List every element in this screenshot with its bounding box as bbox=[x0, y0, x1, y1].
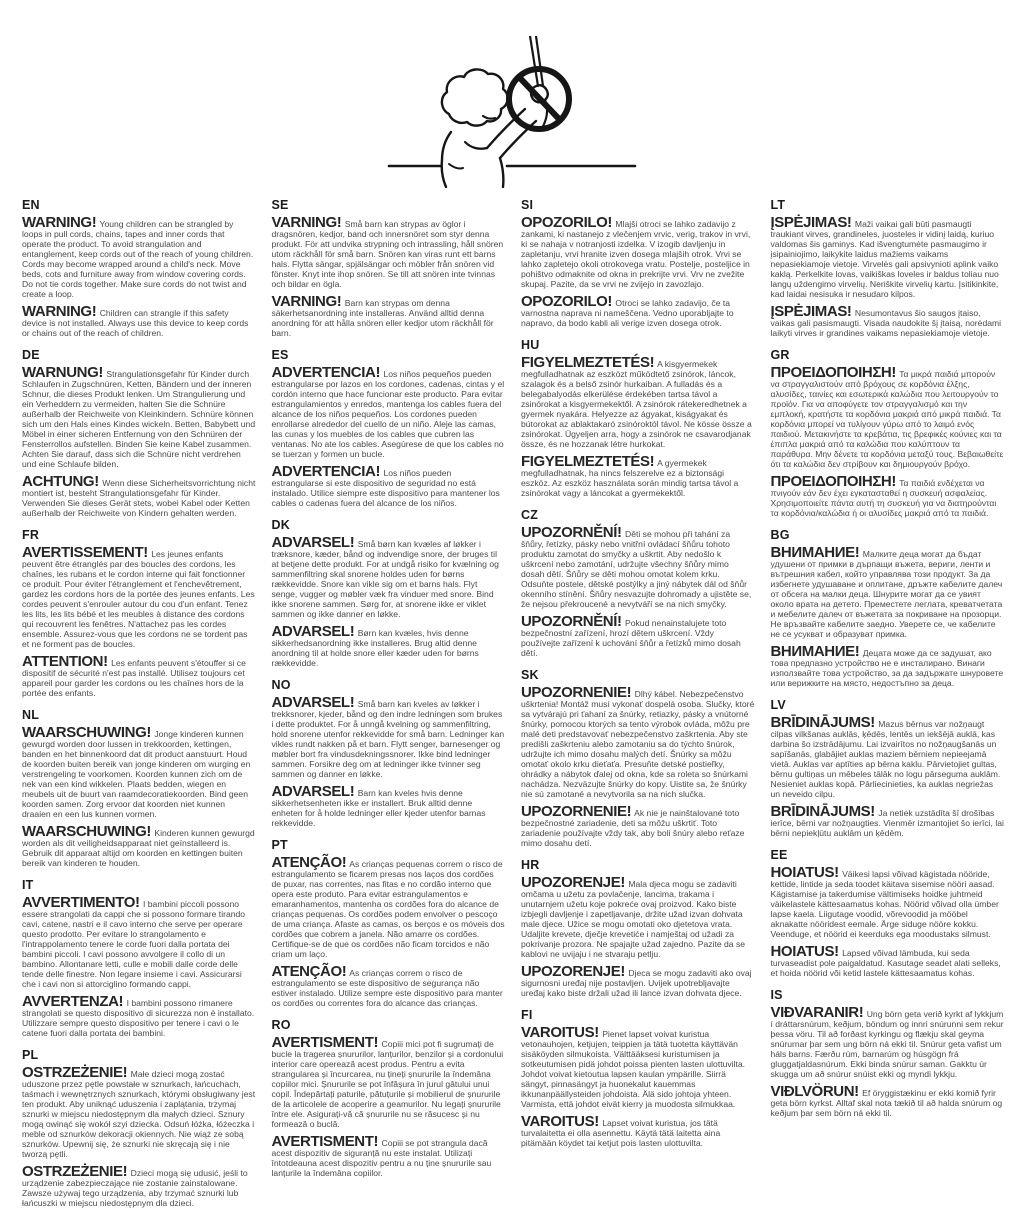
warning-body-text: Τα μικρά παιδιά μπορούν να στραγγαλιστούν από βρόχους σε κορδόνια έλξης, αλυσίδες, ταινίες και εσωτερικά καλώδια που λειτουργούν το προϊόν. Για να αποφύγετε τον στραγγαλισμό και την εμπλοκή, κρατήστε τα κορδόνια μακριά από μικρά παιδιά. Τα κορδόνια μπορεί να τυλίγουν γύρω από το λαιμό ενός παιδιού. Μετακινήστε τα κρεβάτια, τις βρεφικές κούνιες και τα έπιπλα μακριά από τα καλώδια που καλύπτουν τα παράθυρα. Μην δένετε τα κορδόνια μεταξύ τους. Βεβαιωθείτε ότι τα καλώδια δεν στρίβουν και δημιουργούν βρόχο. bbox=[770, 369, 1004, 469]
warning-body-text: Los niños pueden estrangularse si este dispositivo de seguridad no está instalado. Utilice siempre este dispositivo para mantener los cables o cadenas fuera del alcance de los niños. bbox=[271, 468, 500, 508]
warning-body-text: Děti se mohou při tahání za šňůry, řetízky, pásky nebo vnitřní ovládací šňůru tohoto produktu zamotat do smyčky a uškrtit. Aby nedošlo k uškrcení nebo zamotání, udržujte všechny šňůry mimo dosah dětí. Šňůry se děti mohou omotat kolem krku. Odsuňte postele, dětské postýlky a jiný nábytek dál od šňůr okenního stínění. Šňůry nesvazujte dohromady a ujistěte se, že nejsou překroucené a nevytváří se na nich smyčky. bbox=[521, 529, 752, 609]
lang-code-label: HU bbox=[521, 338, 540, 352]
warning-body-text: Les jeunes enfants peuvent être étranglés par des boucles des cordons, les chaînes, les rubans et le cordon interne qui fait fonctionner ce produit. Pour éviter l'étranglement et l'enchevêtrement, gardez les cordons hors de la portée des jeunes enfants. Les cordes peuvent s'enrouler autour du cou d'un enfant. Tenez les lits, les lits bébé et les meubles à distance des cordons qui recouvrent les fenêtres. N'attachez pas les cordes ensemble. Assurez-vous que les cordons ne se tordent pas et ne forment pas de boucles. bbox=[22, 549, 255, 649]
warning-body-text: Barn kan strypas om denna säkerhetsanordning inte installeras. Använd alltid denna anordning för att hålla snören eller kedjor utom räckhåll för barn. bbox=[271, 298, 494, 338]
warning-paragraph bbox=[22, 216, 256, 299]
warning-body-text: Barn kan kveles hvis denne sikkerhetsenheten ikke er installert. Bruk alltid denne enheten for å holde ledninger eller kjeder utenfor barnas rekkevidde. bbox=[271, 788, 486, 828]
warning-headword: UPOZORENJE! bbox=[521, 874, 625, 891]
warning-body-text: I bambini possono rimanere strangolati se questo dispositivo di sicurezza non è installato. Utilizzare sempre questo dispositivo per tenere i cavi o le catene fuori dalla portata dei bambini. bbox=[22, 998, 255, 1038]
warning-headword: ATENÇÃO! bbox=[271, 963, 347, 980]
warning-headword: ATTENTION! bbox=[22, 653, 108, 670]
warning-paragraph bbox=[521, 295, 755, 328]
warning-headword: UPOZORNENIE! bbox=[521, 684, 632, 701]
lang-section-se bbox=[272, 198, 506, 338]
warning-paragraph bbox=[22, 1165, 256, 1208]
lang-section-gr bbox=[771, 348, 1005, 518]
warning-headword: OSTRZEŻENIE! bbox=[22, 1064, 128, 1081]
warning-paragraph bbox=[22, 726, 256, 819]
lang-section-ro bbox=[272, 1018, 506, 1178]
lang-code-label: BG bbox=[770, 528, 790, 542]
warning-headword: AVERTISMENT! bbox=[271, 1133, 379, 1150]
warning-paragraph bbox=[22, 896, 256, 989]
warning-body-text: Djeca se mogu zadaviti ako ovaj sigurnosni uređaj nije postavljen. Uvijek upotrebljavajte uređaj kako biste držali užad ili lance izvan dohvata djece. bbox=[521, 968, 752, 998]
warning-headword: ВНИМАНИЕ! bbox=[770, 643, 860, 660]
warning-headword: OPOZORILO! bbox=[521, 214, 612, 231]
warning-body-text: Децата може да се задушат, ако това предпазно устройство не е инсталирано. Винаги използвайте това устройство, за да задържате шнуровете или верижките на място, недостъпно за деца. bbox=[770, 648, 1004, 688]
warning-paragraph bbox=[272, 295, 506, 338]
warning-headword: ADVARSEL! bbox=[271, 783, 355, 800]
warning-paragraph bbox=[771, 1006, 1005, 1079]
warning-body-text: Wenn diese Sicherheitsvorrichtung nicht montiert ist, besteht Strangulationsgefahr für Kinder. Verwenden Sie dieses Gerät stets, wobei Kabel oder Ketten außerhalb der Reichweite von Kindern gehalten werden. bbox=[22, 478, 256, 518]
lang-section-pt bbox=[272, 838, 506, 1008]
warning-paragraph bbox=[22, 475, 256, 518]
lang-code-label: HR bbox=[521, 858, 540, 872]
lang-code-label: FR bbox=[22, 528, 40, 542]
warning-body-text: Dzieci mogą się udusić, jeśli to urządzenie zabezpieczające nie zostanie zainstalowane. Zawsze używaj tego urządzenia, aby trzymać sznurki lub łańcuszki w miejscu niedostępnym dla dzieci. bbox=[22, 1168, 248, 1208]
warning-body-text: Mazus bērnus var nožņaugt cilpas vilkšanas auklās, ķēdēs, lentēs un iekšējā auklā, kas darbina šo izstrādājumu. Lai izvairītos no nožņaugšanās un sapīšanās, glabājiet auklas maziem bērniem nepieejamā vietā. Auklas var aptīties ap bērna kaklu. Pārvietojiet gultas, bērnu gultiņas un mēbeles tālāk no logu pārseguma auklām. Nesieniet auklas kopā. Pārliecinieties, ka auklas negriežas un neveido cilpu. bbox=[770, 719, 1001, 799]
warning-body-text: Små børn kan kvæles af løkker i træksnore, kæder, bånd og indvendige snore, der bruges til at betjene dette produkt. For at undgå risiko for kvælning og sammenfiltring skal snorene holdes uden for børns rækkevidde. Snore kan vikle sig om et barns hals. Flyt senge, vugger og møbler væk fra vinduer med snore. Bind ikke snorene sammen. Sørg for, at snorene ikke er viklet sammen og ikke danner en løkke. bbox=[271, 539, 499, 619]
lang-section-hu bbox=[521, 338, 755, 498]
warning-headword: BRĪDINĀJUMS! bbox=[770, 803, 875, 820]
lang-code-label: LT bbox=[770, 198, 786, 212]
warning-body-text: Otroci se lahko zadavijo, če ta varnostna naprava ni nameščena. Vedno uporabljajte to napravo, da bodo kabli ali verige izven dosega otrok. bbox=[521, 298, 734, 328]
warning-paragraph bbox=[272, 536, 506, 619]
warning-body-text: Young children can be strangled by loops in pull cords, chains, tapes and inner cords that operate the product. To avoid strangulation and entanglement, keep cords out of the reach of young children. Cords may become wrapped around a child's neck. Move beds, cots and furniture away from window covering cords. Do not tie cords together. Make sure cords do not twist and create a loop. bbox=[22, 219, 254, 299]
warning-headword: ĮSPĖJIMAS! bbox=[770, 214, 852, 231]
warning-body-text: Les enfants peuvent s'étouffer si ce dispositif de sécurité n'est pas installé. Utilisez toujours cet appareil pour garder les cordons ou les chaînes hors de la portée des enfants. bbox=[22, 658, 246, 698]
lang-section-is bbox=[771, 988, 1005, 1118]
warning-headword: VAROITUS! bbox=[521, 1024, 599, 1041]
warning-headword: HOIATUS! bbox=[770, 864, 839, 881]
warning-headword: WARNING! bbox=[22, 214, 97, 231]
warning-headword: VIÐLVÖRUN! bbox=[770, 1083, 859, 1100]
warning-body-text: Pokud nenainstalujete toto bezpečnostní zařízení, hrozí dětem uškrcení. Vždy používejte zařízení k uchování šňůr a řetízků mimo dosah dětí. bbox=[521, 618, 741, 658]
warning-headword: ADVARSEL! bbox=[271, 623, 355, 640]
warning-headword: WARNING! bbox=[22, 303, 97, 320]
warning-body-text: I bambini piccoli possono essere strangolati da cappi che si possono formare tirando cavi, catene, nastri e il cavo interno che serve per operare questo prodotto. Per evitare lo strangolamento e l'intrappolamento tenere le corde fuori dalla portata dei bambini piccoli. I cavi possono avvolgere il collo di un bambino. Allontanare letti, culle e mobili dalle corde delle tende delle finestre. Non legare insieme i cavi. Assicurarsi che i cavi non si attorciglino formando cappi. bbox=[22, 899, 246, 989]
warning-paragraph bbox=[521, 216, 755, 289]
warning-paragraph bbox=[521, 965, 755, 998]
warning-paragraph bbox=[22, 546, 256, 649]
warning-body-text: Väikesi lapsi võivad kägistada nööride, kettide, lintide ja seda toodet käitava sisemise nööri aasad. Kägistamise ja takerdumise vältimiseks hoidke juhtmeid väikelastele kättesaamatus kohas. Nöörid võivad olla ümber lapse kaela. Liigutage voodid, võrevoodid ja mööbel aknakatte nööridest eemale. Ärge siduge nööre kokku. Veenduge, et nöörid ei keerduks ega moodustaks silmust. bbox=[770, 869, 999, 939]
warning-headword: UPOZORNENIE! bbox=[521, 803, 632, 820]
warning-body-text: Ak nie je nainštalované toto bezpečnostné zariadenie, deti sa môžu uškrtiť. Toto zariadenie používajte vždy tak, aby boli šnúry alebo reťaze mimo dosahu detí. bbox=[521, 808, 745, 848]
warning-paragraph bbox=[771, 546, 1005, 639]
child-reaching-window-cord-prohibition-icon bbox=[387, 36, 637, 188]
warning-headword: ADVARSEL! bbox=[271, 694, 355, 711]
warning-body-text: Dlhý kábel. Nebezpečenstvo uškrtenia! Montáž musí vykonať dospelá osoba. Slučky, ktoré sa vytvárajú pri ťahaní za šnúrky, retiazky, pásky a vnútorné šnúrky, pomocou ktorých sa tento výrobok ovláda, môžu pre malé deti predstavovať nebezpečenstvo zaškrtenia. Aby ste predišli zaškrteniu alebo zamotaniu sa do týchto šnúrok, udržujte ich mimo dosahu malých detí. Šnúrky sa môžu omotať okolo krku dieťaťa. Presuňte detské postieľky, ohrádky a nábytok ďalej od okna, kde sa roleta so šnúrkami nachádza. Nezväzujte šnúrky do kopy. Uistite sa, že šnúrky nie sú zamotané a nevytvorila sa na nich slučka. bbox=[521, 689, 755, 799]
warning-body-text: Ung börn geta verið kyrkt af lykkjum í dráttarsnúrum, keðjum, böndum og innri snúrunni sem rekur þessa vöru. Til að forðast kyrkingu og flækju skal geyma snúrurnar þar sem ung börn ná ekki til. Snúrur geta vafist um háls barns. Færðu rúm, barnarúm og húsgögn frá gluggatjaldasnúrum. Ekki binda snúrur saman. Gakktu úr skugga um að snúrur snúist ekki og myndi lykkju. bbox=[770, 1009, 1004, 1079]
warning-body-text: A gyermekek megfulladhatnak, ha nincs felszerelve ez a biztonsági eszköz. Az eszköz használata során mindig tartsa távol a zsinórokat vagy a láncokat a gyermekektől. bbox=[521, 458, 739, 498]
lang-section-pl bbox=[22, 1048, 256, 1208]
warning-body-text: As crianças pequenas correm o risco de estrangulamento se ficarem presas nos laços dos cordões de puxar, nas correntes, nas fitas e no cordão interno que opera este produto. Para evitar estrangulamentos e emaranhamentos, mantenha os cordões fora do alcance de crianças pequenas. Os cordões podem envolver o pescoço de uma criança. Afaste as camas, os berços e os móveis dos cordões que cobrem a janela. Não amarre os cordões. Certifique-se de que os cordões não ficam torcidos e não criam um laço. bbox=[271, 859, 505, 959]
warning-body-text: Jonge kinderen kunnen gewurgd worden door lussen in trekkoorden, kettingen, banden en het binnenkoord dat dit product aanstuurt. Houd de koorden buiten bereik van jonge kinderen om wurging en verstrengeling te voorkomen. Koorden kunnen zich om de nek van een kind wikkelen. Plaats bedden, wiegen en meubels uit de buurt van raamdecoratiekoorden. Bind geen koorden samen. Zorg ervoor dat koorden niet kunnen draaien en een lus kunnen vormen. bbox=[22, 729, 251, 819]
warning-paragraph bbox=[521, 686, 755, 799]
column-4 bbox=[771, 198, 1005, 1218]
lang-code-label: ES bbox=[271, 348, 289, 362]
warning-paragraph bbox=[272, 785, 506, 828]
lang-code-label: NO bbox=[271, 678, 291, 692]
lang-code-label: FI bbox=[521, 1008, 533, 1022]
lang-section-sk bbox=[521, 668, 755, 848]
warning-body-text: Strangulationsgefahr für Kinder durch Schlaufen in Zugschnüren, Ketten, Bändern und der inneren Schnur, die dieses Produkt lenken. Um Strangulierung und ein Verheddern zu vermeiden, halten Sie die Schnüre außerhalb der Reichweite von Kleinkindern. Schnüre können sich um den Hals eines Kindes wickeln. Betten, Babybett und Möbel in einer sicheren Entfernung von den Schnüren der Fensterrollos aufstellen. Binden Sie keine Kabel zusammen. Achten Sie darauf, dass sich die Schnüre nicht verdrehen und eine Schlaufe bilden. bbox=[22, 369, 256, 469]
warning-headword: AVVERTENZA! bbox=[22, 993, 124, 1010]
warning-body-text: Малките деца могат да бъдат удушени от примки в дърпащи въжета, вериги, ленти и вътрешния кабел, който управлява този продукт. За да избегнете удушаване и оплитане, дръжте кабелите далеч от обсега на малки деца. Шнурите могат да се увият около врата на детето. Преместете леглата, креватчетата и мебелите далеч от въжетата за покриване на прозорци. Не връзвайте кабелите заедно. Уверете се, че кабелите не се усукват и образуват примка. bbox=[770, 549, 1003, 639]
lang-code-label: LV bbox=[770, 698, 786, 712]
warning-body-text: Małe dzieci mogą zostać uduszone przez pętle powstałe w sznurkach, łańcuchach, taśmach i wewnętrznych sznurkach, którymi obsługiwany jest ten produkt. Aby uniknąć uduszenia i zaplątania, trzymaj sznurki w miejscu niedostępnym dla małych dzieci. Sznury mogą owinąć się wokół szyi dziecka. Odsuń łóżka, łóżeczka i meble od sznurków dekoracji okiennych. Nie wiąż ze sobą sznurków. Upewnij się, że sznurki nie skręcają się i nie tworzą pętli. bbox=[22, 1069, 256, 1159]
warning-body-text: Små barn kan strypas av öglor i dragsnören, kedjor, band och innersnöret som styr denna produkt. För att undvika strypning och intrassling, håll snören utom räckhåll för små barn. Snören kan viras runt ett barns hals. Flytta sängar, spjälsängar och möbler från snören vid fönster. Knyt inte ihop snören. Se till att snören inte tvinnas och bildar en ögla. bbox=[271, 219, 504, 289]
warning-headword: ΠΡΟΕΙΔΟΠΟΙΗΣΗ! bbox=[770, 473, 896, 490]
warning-headword: ADVARSEL! bbox=[271, 534, 355, 551]
warning-body-text: Lapsed võivad lämbuda, kui seda turvaseadist pole paigaldatud. Kasutage seadet alati selleks, et hoida nöörid või ketid lastele kättesaamatus kohas. bbox=[770, 948, 1001, 978]
lang-section-hr bbox=[521, 858, 755, 998]
lang-section-nl bbox=[22, 708, 256, 868]
lang-code-label: GR bbox=[770, 348, 790, 362]
lang-section-ee bbox=[771, 848, 1005, 978]
warning-headword: OSTRZEŻENIE! bbox=[22, 1163, 128, 1180]
lang-section-si bbox=[521, 198, 755, 328]
lang-section-dk bbox=[272, 518, 506, 668]
warning-headword: FIGYELMEZTETÉS! bbox=[521, 354, 655, 371]
warning-headword: ADVERTENCIA! bbox=[271, 364, 381, 381]
warning-paragraph bbox=[22, 1066, 256, 1159]
warning-paragraph bbox=[22, 305, 256, 338]
lang-code-label: RO bbox=[271, 1018, 291, 1032]
warning-headword: VARNING! bbox=[271, 214, 342, 231]
warning-paragraph bbox=[521, 526, 755, 609]
warning-headword: ĮSPĖJIMAS! bbox=[770, 303, 852, 320]
warning-body-text: Copiii se pot strangula dacă acest dispozitiv de siguranță nu este instalat. Utilizați întotdeauna acest dispozitiv pentru a nu ține șnururile sau lanțurile la îndemâna copiilor. bbox=[271, 1138, 492, 1178]
warning-headword: WARNUNG! bbox=[22, 364, 103, 381]
warning-headword: ADVERTENCIA! bbox=[271, 463, 381, 480]
warning-paragraph bbox=[272, 625, 506, 668]
lang-section-fr bbox=[22, 528, 256, 698]
column-1 bbox=[22, 198, 256, 1218]
warning-paragraph bbox=[521, 1026, 755, 1109]
warning-headword: ACHTUNG! bbox=[22, 473, 99, 490]
warning-paragraph bbox=[771, 216, 1005, 299]
warning-paragraph bbox=[22, 655, 256, 698]
language-columns bbox=[0, 194, 1024, 1218]
warning-body-text: Copiii mici pot fi sugrumați de bucle la tragerea șnururilor, lanțurilor, benzilor și a cordonului interior care operează acest produs. Pentru a evita strangularea și încurcarea, nu țineți șnururile la îndemâna copiilor mici. Șnururile se pot înfășura în jurul gâtului unui copil. Îndepărtați paturile, pătuțurile și mobilierul de șnururile de la articolele de acoperire a geamurilor. Nu legați șnururile între ele. Asigurați-vă că șnururile nu se răsucesc și nu formează o buclă. bbox=[271, 1039, 504, 1129]
lang-code-label: DE bbox=[22, 348, 40, 362]
warning-headword: UPOZORNĚNÍ! bbox=[521, 524, 622, 541]
warning-body-text: Children can strangle if this safety device is not installed. Always use this device to keep cords or chains out of the reach of children. bbox=[22, 308, 249, 338]
warning-headword: ВНИМАНИЕ! bbox=[770, 544, 860, 561]
warning-paragraph bbox=[272, 216, 506, 289]
warning-body-text: Τα παιδιά ενδέχεται να πνιγούν εάν δεν έχει εγκατασταθεί η συσκευή ασφαλείας. Χρησιμοποιείτε πάντα αυτή τη συσκευή για να διατηρούνται τα κορδόνια/καλώδια ή οι αλυσίδες μακριά από τα παιδιά. bbox=[770, 478, 997, 518]
warning-paragraph bbox=[272, 696, 506, 779]
lang-section-fi bbox=[521, 1008, 755, 1148]
warning-headword: VAROITUS! bbox=[521, 1113, 599, 1130]
warning-body-text: Kinderen kunnen gewurgd worden als dit veiligheidsapparaat niet geïnstalleerd is. Gebruik dit apparaat altijd om koorden en kettingen buiten bereik van kinderen te houden. bbox=[22, 828, 255, 868]
lang-code-label: SI bbox=[521, 198, 534, 212]
warning-headword: VIÐVARANIR! bbox=[770, 1004, 864, 1021]
lang-section-no bbox=[272, 678, 506, 828]
warning-headword: WAARSCHUWING! bbox=[22, 823, 151, 840]
warning-paragraph bbox=[771, 866, 1005, 939]
warning-paragraph bbox=[771, 1085, 1005, 1118]
warning-paragraph bbox=[771, 475, 1005, 518]
column-3 bbox=[521, 198, 755, 1218]
warning-body-text: Los niños pequeños pueden estrangularse por lazos en los cordones, cadenas, cintas y el cordón interno que hace funcionar este producto. Para evitar estrangulamientos y enredos, mantenga los cables fuera del alcance de los niños pequeños. Los cordones pueden enrollarse alrededor del cuello de un niño. Aleje las camas, las cunas y los muebles de los cables que cubren las ventanas. No ate los cables. Asegúrese de que los cables no se tuerzan y formen un bucle. bbox=[271, 369, 505, 459]
warning-paragraph bbox=[521, 876, 755, 959]
lang-code-label: SK bbox=[521, 668, 539, 682]
warning-headword: VARNING! bbox=[271, 293, 342, 310]
warning-headword: UPOZORNĚNÍ! bbox=[521, 613, 622, 630]
warning-headword: UPOZORENJE! bbox=[521, 963, 625, 980]
warning-body-text: Pienet lapset voivat kuristua vetonauhojen, ketjujen, teippien ja tätä tuotetta käyttävän sisäköyden silmukoista. Välttääksesi kuristumisen ja sotkeutumisen pidä johdot poissa pienten lasten ulottuvilta. Johdot voivat kietoutua lapsen kaulan ympärille. Siirrä sängyt, pinnasängyt ja huonekalut kauemmas ikkunanpäällysteiden johdoista. Älä sido johtoja yhteen. Varmista, että johdot eivät kierry ja muodosta silmukkaa. bbox=[521, 1029, 746, 1109]
lang-code-label: CZ bbox=[521, 508, 539, 522]
lang-section-lt bbox=[771, 198, 1005, 338]
warning-paragraph bbox=[22, 366, 256, 469]
warning-paragraph bbox=[272, 1036, 506, 1129]
warning-paragraph bbox=[771, 805, 1005, 838]
warning-paragraph bbox=[22, 825, 256, 868]
lang-code-label: EN bbox=[22, 198, 40, 212]
lang-code-label: SE bbox=[271, 198, 289, 212]
warning-paragraph bbox=[521, 805, 755, 848]
warning-paragraph bbox=[521, 455, 755, 498]
warning-paragraph bbox=[771, 645, 1005, 688]
lang-code-label: PT bbox=[271, 838, 288, 852]
warning-body-text: Mala djeca mogu se zadaviti omčama u užetu za povlačenje, lancima, trakama i unutarnjem užetu koje pokreće ovaj proizvod. Kako biste izbjegli davljenje i zapetljavanje, držite užad izvan dohvata male djece. Užice se mogu omotati oko djetetova vrata. Udaljite krevete, dječje krevetiće i namještaj od užadi za pokrivanje prozora. Ne spajajte užad zajedno. Pazite da se kablovi ne uvijaju i ne stvaraju petlju. bbox=[521, 879, 746, 959]
warning-body-text: Ef öryggistækinu er ekki komið fyrir geta börn kyrkst. Alltaf skal nota tækið til að halda snúrum og keðjum þar sem börn ná ekki til. bbox=[770, 1088, 1003, 1118]
warning-sheet bbox=[0, 36, 1024, 1208]
warning-headword: AVERTISSEMENT! bbox=[22, 544, 148, 561]
lang-code-label: NL bbox=[22, 708, 40, 722]
warning-body-text: A kisgyermekek megfulladhatnak az eszközt működtető zsinórok, láncok, szalagok és a belső zsinór hurkaiban. A fulladás és a belegabalyodás elkerülése érdekében tartsa távol a zsinórokat a kisgyermekektől. A zsinórok rátekeredhetnek a gyermek nyakára. Helyezze az ágyakat, kiságyakat és bútorokat az ablaktakaró zsinóroktól távol. Ne kösse össze a zsinórokat. Ügyeljen arra, hogy a zsinórok ne csavarodjanak össze, és ne hozzanak létre hurkokat. bbox=[521, 359, 752, 449]
lang-section-es bbox=[272, 348, 506, 508]
lang-section-de bbox=[22, 348, 256, 518]
warning-headword: WAARSCHUWING! bbox=[22, 724, 151, 741]
lang-code-label: EE bbox=[770, 848, 788, 862]
warning-headword: HOIATUS! bbox=[770, 943, 839, 960]
warning-headword: FIGYELMEZTETÉS! bbox=[521, 453, 655, 470]
lang-code-label: IT bbox=[22, 878, 34, 892]
warning-paragraph bbox=[521, 1115, 755, 1148]
warning-paragraph bbox=[521, 356, 755, 449]
warning-paragraph bbox=[771, 305, 1005, 338]
warning-body-text: Små barn kan kveles av løkker i trekksnorer, kjeder, bånd og den indre ledningen som brukes i dette produktet. For å unngå kvelning og sammenfiltring, hold snorene utenfor rekkevidde for små barn. Ledninger kan vikles rundt nakken på et barn. Flytt senger, barnesenger og møbler bort fra vindusdekningssnorer. Ikke bind ledninger sammen. Forsikre deg om at ledninger ikke tvinner seg sammen og danner en løkke. bbox=[271, 699, 505, 779]
warning-headword: BRĪDINĀJUMS! bbox=[770, 714, 875, 731]
warning-paragraph bbox=[272, 1135, 506, 1178]
warning-paragraph bbox=[22, 995, 256, 1038]
warning-body-text: Lapset voivat kuristua, jos tätä turvalaitetta ei olla asennettu. Käytä tätä laitetta aina pitämään köydet tai ketjut pois lasten ulottuvilta. bbox=[521, 1118, 721, 1148]
warning-body-text: Nesumontavus šio saugos įtaiso, vaikas gali pasismaugti. Visada naudokite šį įtaisą, norėdami laikyti virves ir grandines vaikams nepasiekiamoje vietoje. bbox=[770, 308, 1002, 338]
warning-body-text: Mlajši otroci se lahko zadavijo z zankami, ki nastanejo z vlečenjem vrvic, verig, trakov in vrvi, ki se nahaja v notranjosti izdelka. V izogib davljenju in zapletanju, vrvi hranite izven dosega mlajših otrok. Vrvi se lahko zapletejo okoli otrokovega vratu. Postelje, posteljice in pohištvo odmaknite od okna in prekrijte vrvi. Vrv ne zvežite skupaj. Pazite, da se vrvi ne zvijejo in zavozlajo. bbox=[521, 219, 751, 289]
warning-headword: AVVERTIMENTO! bbox=[22, 894, 140, 911]
lang-section-cz bbox=[521, 508, 755, 658]
warning-paragraph bbox=[272, 366, 506, 459]
lang-code-label: DK bbox=[271, 518, 290, 532]
lang-section-lv bbox=[771, 698, 1005, 838]
warning-paragraph bbox=[272, 965, 506, 1008]
warning-body-text: Maži vaikai gali būti pasmaugti traukiant virves, grandineles, juosteles ir vidinį laidą, kuriuo valdomas šis gaminys. Kad išvengtumėte pasmaugimo ir įsipainiojimo, laikykite laidus mažiems vaikams nepasiekiamoje vietoje. Virvelės gali apsivynioti aplink vaiko kaklą. Perkelkite lovas, vaikiškas loveles ir baldus toliau nuo langų uždengimo virvelių. Neriškite virvelių kartu. Įsitikinkite, kad laidai nesisuka ir nesudaro kilpos. bbox=[770, 219, 999, 299]
lang-section-bg bbox=[771, 528, 1005, 688]
warning-body-text: As crianças correm o risco de estrangulamento se este dispositivo de segurança não estiver instalado. Utilize sempre este dispositivo para manter os cordões ou correntes fora do alcance das crianças. bbox=[271, 968, 503, 1008]
warning-headword: ΠΡΟΕΙΔΟΠΟΙΗΣΗ! bbox=[770, 364, 896, 381]
lang-code-label: IS bbox=[770, 988, 783, 1002]
lang-section-en bbox=[22, 198, 256, 338]
warning-paragraph bbox=[272, 465, 506, 508]
warning-paragraph bbox=[771, 366, 1005, 469]
warning-paragraph bbox=[771, 716, 1005, 799]
lang-section-it bbox=[22, 878, 256, 1038]
warning-headword: ATENÇÃO! bbox=[271, 854, 347, 871]
warning-paragraph bbox=[521, 615, 755, 658]
illustration-child-cord bbox=[387, 36, 637, 188]
warning-headword: OPOZORILO! bbox=[521, 293, 612, 310]
warning-body-text: Børn kan kvæles, hvis denne sikkerhedsanordning ikke installeres. Brug altid denne anordning til at holde snore eller kæder uden for børns rækkevidde. bbox=[271, 628, 479, 668]
warning-headword: AVERTISMENT! bbox=[271, 1034, 379, 1051]
warning-paragraph bbox=[771, 945, 1005, 978]
warning-paragraph bbox=[272, 856, 506, 959]
column-2 bbox=[272, 198, 506, 1218]
warning-body-text: Ja netiek uzstādīta šī drošības ierīce, bērni var nožņaugties. Vienmēr izmantojiet šo ierīci, lai bērni nepiekļūtu auklām un ķēdēm. bbox=[770, 808, 1004, 838]
lang-code-label: PL bbox=[22, 1048, 39, 1062]
